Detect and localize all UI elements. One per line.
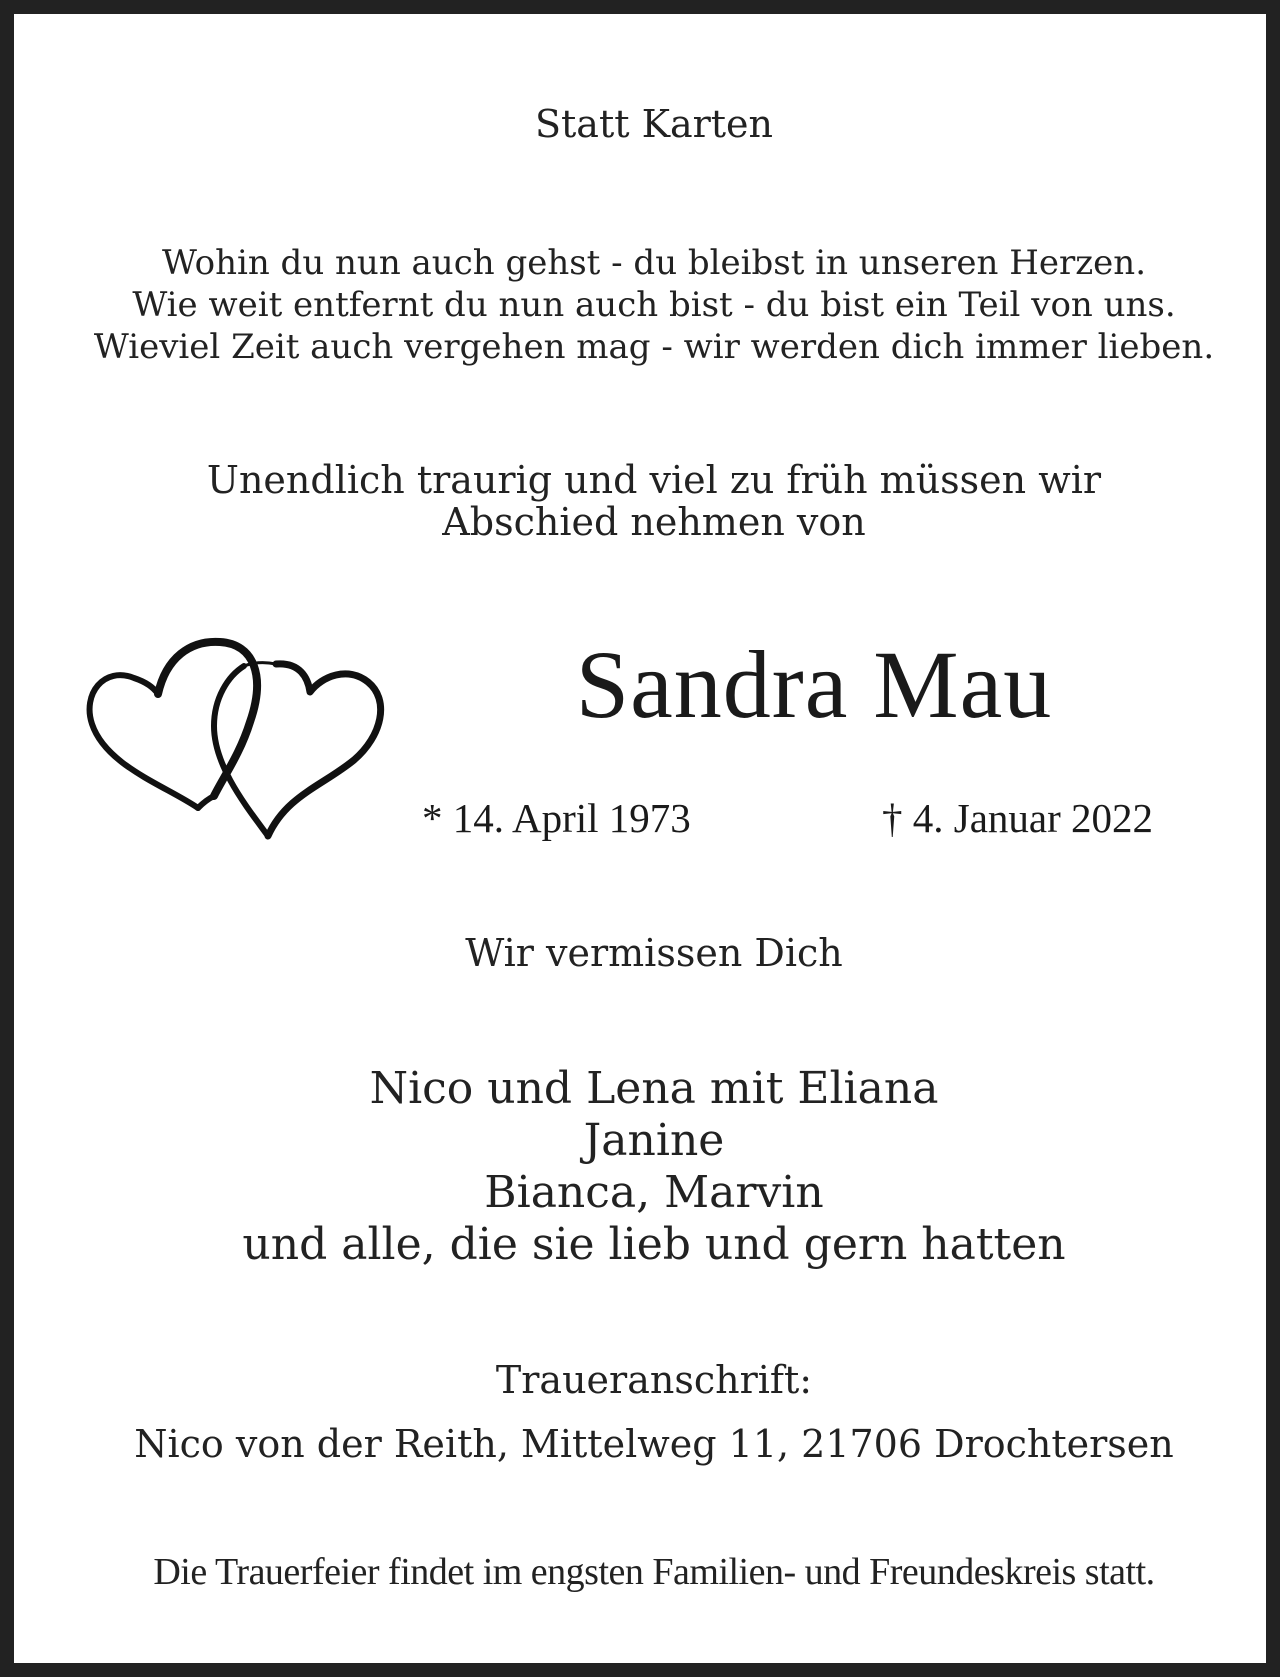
- mourner-line: Janine: [583, 1115, 725, 1166]
- verse-line: Wohin du nun auch gehst - du bleibst in unseren Herzen.: [161, 243, 1147, 283]
- mourner-line: Bianca, Marvin: [484, 1167, 824, 1218]
- final-note: Die Trauerfeier findet im engsten Familien- und Freundeskreis statt.: [153, 1551, 1155, 1593]
- mourner-line: Nico und Lena mit Eliana: [369, 1063, 939, 1114]
- two-hearts-icon: [86, 636, 398, 846]
- announcement: [28, 459, 1280, 543]
- mourning-address: Nico von der Reith, Mittelweg 11, 21706 Drochtersen: [134, 1422, 1174, 1466]
- verse: [28, 242, 1280, 368]
- birth-date: * 14. April 1973: [422, 795, 691, 841]
- message: Wir vermissen Dich: [465, 931, 843, 975]
- verse-line: Wie weit entfernt du nun auch bist - du bist ein Teil von uns.: [132, 285, 1176, 325]
- address-label: Traueranschrift:: [495, 1358, 813, 1402]
- announcement-line: Unendlich traurig und viel zu früh müssen wir: [206, 458, 1102, 502]
- mourners: [28, 1063, 1280, 1271]
- announcement-line: Abschied nehmen von: [442, 500, 866, 544]
- deceased-name: Sandra Mau: [575, 631, 1053, 738]
- verse-line: Wieviel Zeit auch vergehen mag - wir werden dich immer lieben.: [93, 327, 1215, 367]
- intro-text: Statt Karten: [534, 102, 774, 146]
- mourner-line: und alle, die sie lieb und gern hatten: [242, 1219, 1066, 1270]
- death-date: † 4. Januar 2022: [882, 795, 1154, 841]
